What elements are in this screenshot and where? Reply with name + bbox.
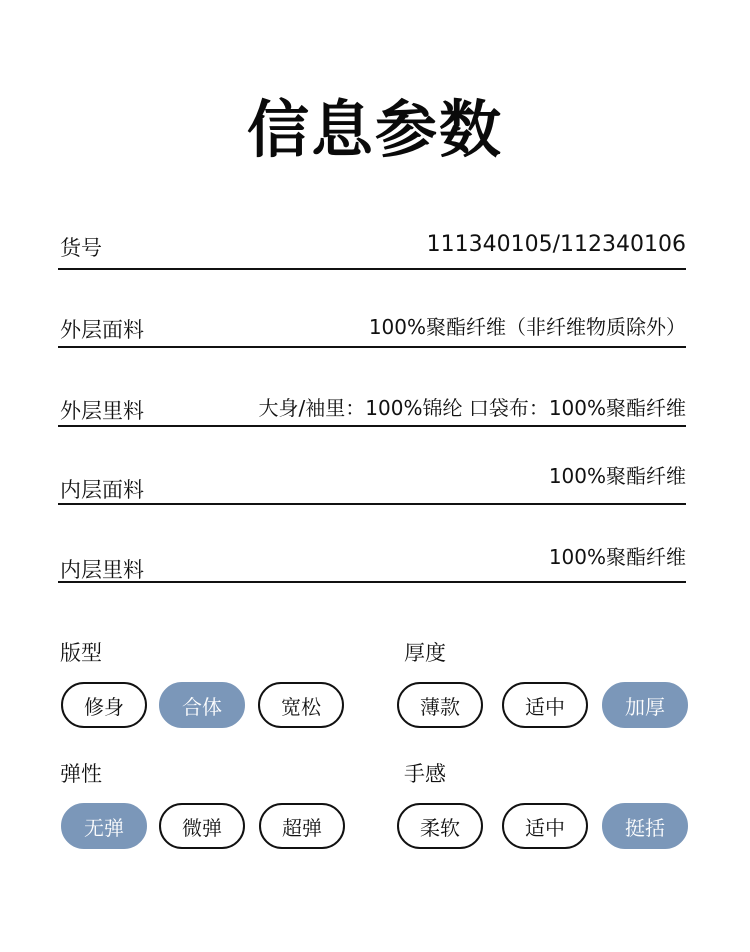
feel-option-crisp[interactable]: 挺括 xyxy=(602,803,688,849)
thickness-option-medium[interactable]: 适中 xyxy=(502,682,588,728)
feel-label: 手感 xyxy=(404,762,446,786)
fit-option-loose[interactable]: 宽松 xyxy=(258,682,344,728)
thickness-option-thin[interactable]: 薄款 xyxy=(397,682,483,728)
elasticity-option-high[interactable]: 超弹 xyxy=(259,803,345,849)
elasticity-label: 弹性 xyxy=(60,762,102,786)
spec-value: 111340105/112340106 xyxy=(426,232,686,257)
fit-option-slim[interactable]: 修身 xyxy=(61,682,147,728)
spec-value: 100%聚酯纤维 xyxy=(548,464,686,488)
thickness-label: 厚度 xyxy=(404,641,446,665)
thickness-option-thick[interactable]: 加厚 xyxy=(602,682,688,728)
spec-label: 货号 xyxy=(60,236,102,260)
feel-option-soft[interactable]: 柔软 xyxy=(397,803,483,849)
spec-row-outer-lining xyxy=(58,386,686,427)
fit-label: 版型 xyxy=(60,641,102,665)
spec-row-outer-fabric xyxy=(58,306,686,348)
spec-value: 大身/袖里：100%锦纶 口袋布：100%聚酯纤维 xyxy=(258,396,686,420)
spec-row-inner-lining xyxy=(58,537,686,583)
fit-option-regular[interactable]: 合体 xyxy=(159,682,245,728)
feel-option-medium[interactable]: 适中 xyxy=(502,803,588,849)
spec-label: 外层面料 xyxy=(60,318,144,342)
spec-value: 100%聚酯纤维（非纤维物质除外） xyxy=(368,315,686,339)
spec-label: 内层里料 xyxy=(60,558,144,582)
spec-row-inner-fabric xyxy=(58,456,686,505)
page-title: 信息参数 xyxy=(246,93,503,166)
elasticity-option-slight[interactable]: 微弹 xyxy=(159,803,245,849)
elasticity-option-none[interactable]: 无弹 xyxy=(61,803,147,849)
spec-value: 100%聚酯纤维 xyxy=(548,545,686,569)
spec-label: 外层里料 xyxy=(60,399,144,423)
spec-row-item-number xyxy=(58,226,686,270)
spec-label: 内层面料 xyxy=(60,478,144,502)
